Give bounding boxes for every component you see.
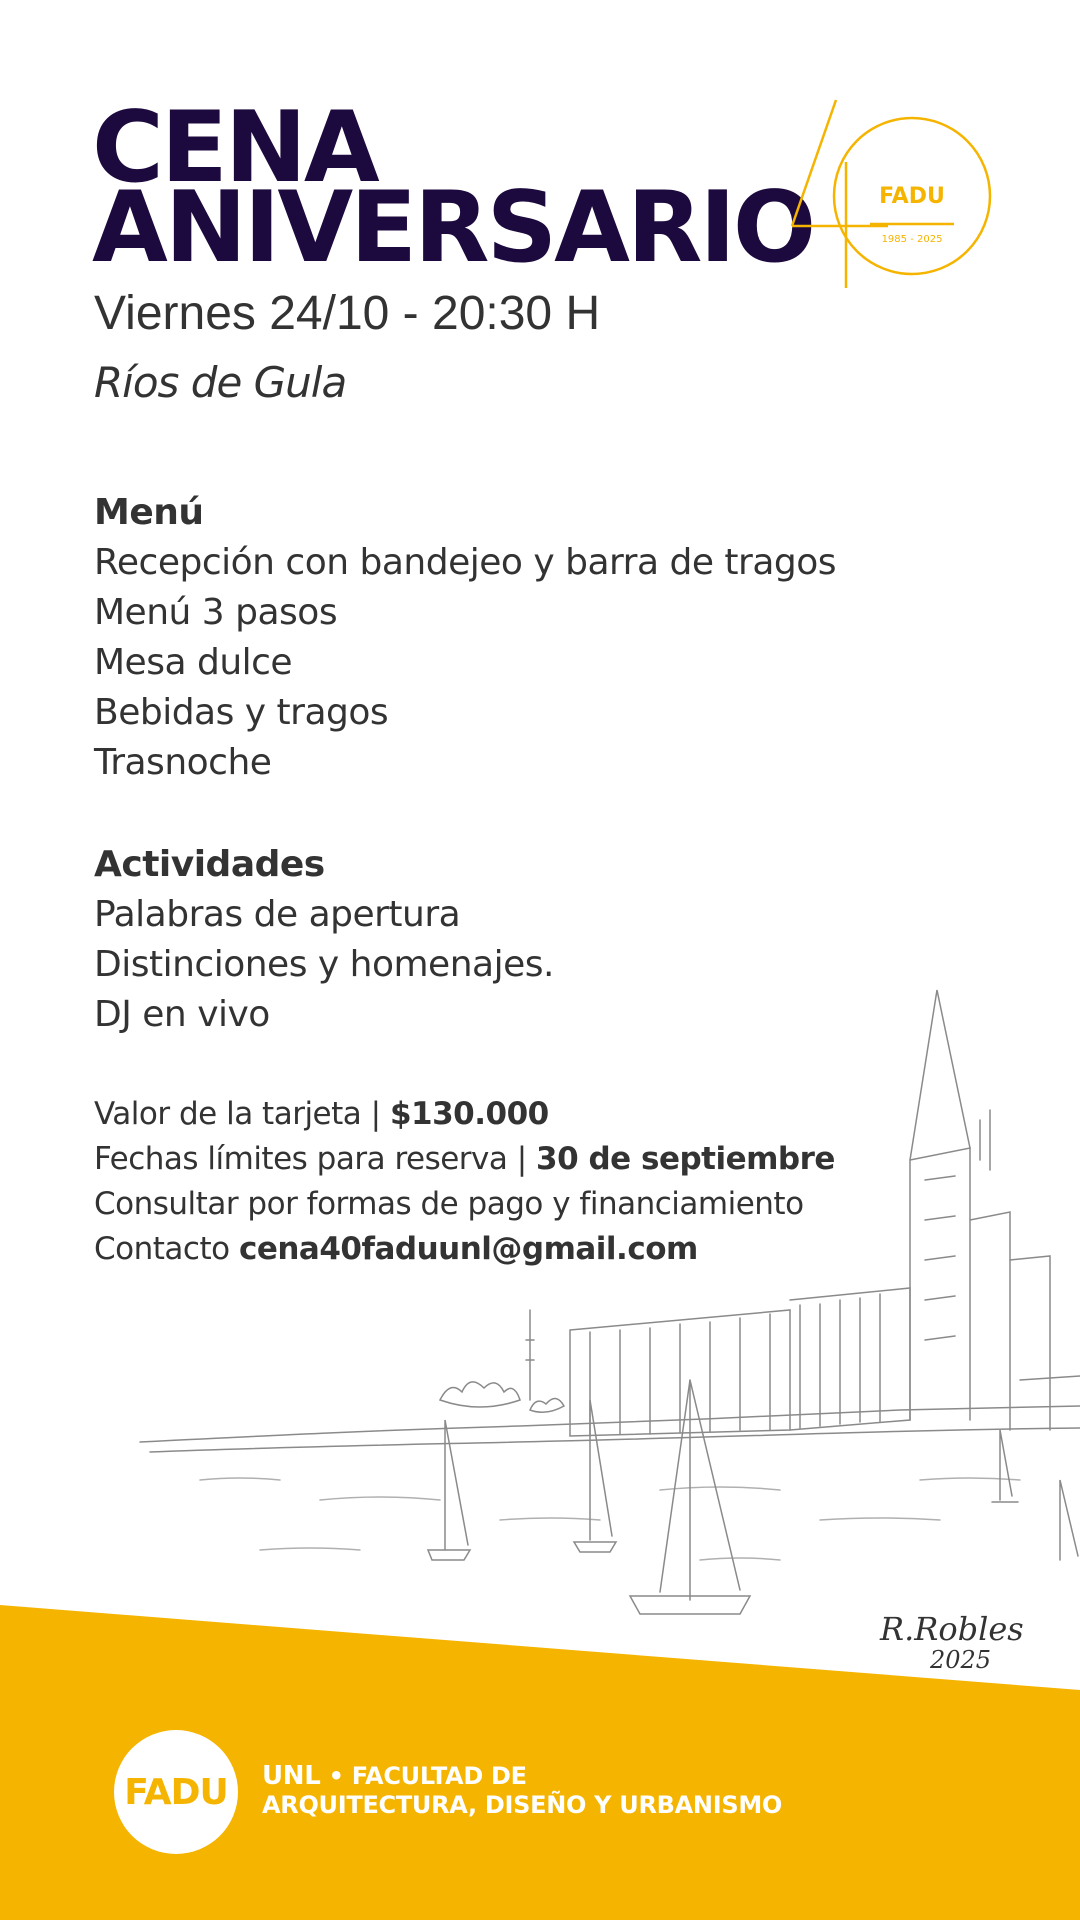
activity-item: DJ en vivo	[94, 994, 270, 1035]
signature-year: 2025	[930, 1646, 992, 1674]
date-separator: -	[389, 287, 432, 340]
sketch-sailboat	[445, 1420, 468, 1550]
event-title-line2: ANIVERSARIO	[92, 171, 814, 285]
signature-name: R.Robles	[880, 1610, 1024, 1648]
unl-label: UNL	[262, 1761, 321, 1791]
sketch-small-tower	[526, 1310, 534, 1400]
event-time: 20:30 H	[432, 287, 601, 340]
menu-item: Bebidas y tragos	[94, 692, 389, 733]
waterfront-sketch-illustration	[0, 960, 1080, 1680]
menu-item: Trasnoche	[94, 742, 272, 783]
sketch-large-sailboat	[690, 1380, 740, 1600]
contact-email: cena40faduunl@gmail.com	[238, 1231, 698, 1267]
sketch-tall-tower	[910, 1148, 970, 1420]
sketch-trees	[440, 1382, 520, 1407]
institution-line1-rest: • FACULTAD DE	[320, 1762, 527, 1790]
anniversary-40-logo	[788, 96, 1002, 296]
event-title-line1: CENA	[92, 91, 377, 205]
fadu-badge: FADU	[114, 1730, 238, 1854]
deadline-value: 30 de septiembre	[536, 1141, 835, 1177]
event-title	[92, 91, 814, 285]
sketch-shoreline	[140, 1406, 1080, 1442]
deadline-label: Fechas límites para reserva |	[94, 1141, 537, 1177]
logo-fadu-text: FADU	[879, 184, 945, 209]
contact-label: Contacto	[94, 1231, 239, 1267]
activities-heading: Actividades	[94, 844, 325, 885]
institution-line1	[262, 1762, 782, 1791]
logo-years-text: 1985 - 2025	[881, 234, 943, 245]
activity-item: Distinciones y homenajes.	[94, 944, 554, 985]
payment-line: Consultar por formas de pago y financiamiento	[94, 1186, 804, 1222]
event-date: Viernes 24/10	[94, 287, 390, 340]
menu-item: Mesa dulce	[94, 642, 293, 683]
institution-line2: ARQUITECTURA, DISEÑO Y URBANISMO	[262, 1791, 783, 1819]
menu-item: Recepción con bandejeo y barra de tragos	[94, 542, 837, 583]
menu-section	[94, 488, 836, 788]
menu-heading: Menú	[94, 492, 204, 533]
activity-item: Palabras de apertura	[94, 894, 461, 935]
menu-item: Menú 3 pasos	[94, 592, 338, 633]
logo-four-diagonal	[792, 100, 836, 226]
institution-name	[262, 1762, 782, 1820]
event-venue: Ríos de Gula	[94, 358, 347, 407]
price-value: $130.000	[389, 1096, 549, 1132]
event-date-time	[94, 286, 600, 341]
price-label: Valor de la tarjeta |	[94, 1096, 390, 1132]
